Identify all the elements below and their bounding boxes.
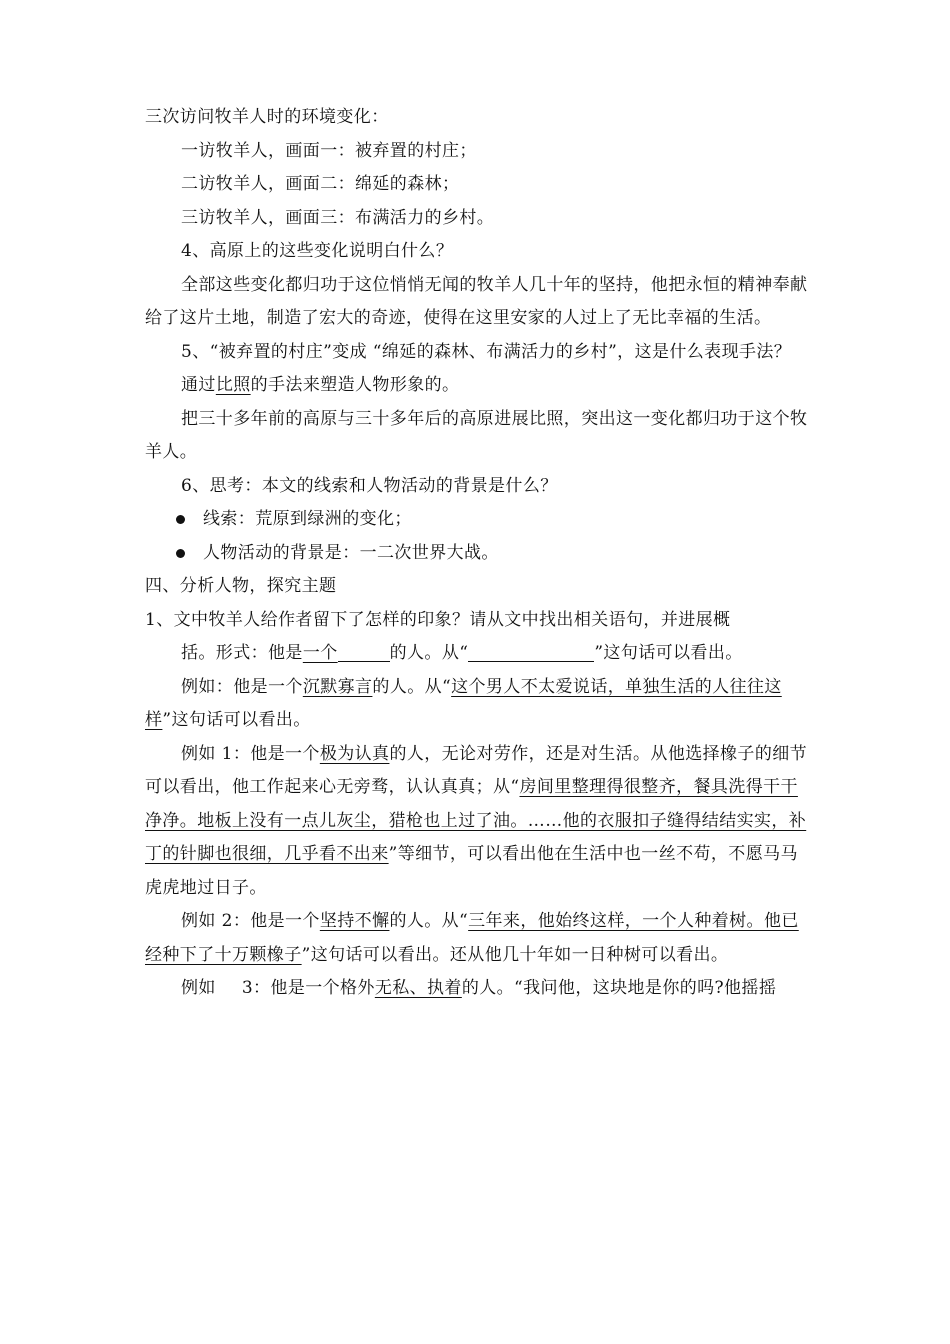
answer-5-explanation: 把三十多年前的高原与三十多年后的高原进展比照，突出这一变化都归功于这个牧羊人。 [145, 408, 808, 462]
bullet-dot-icon [176, 515, 185, 524]
template-quote-blank [468, 639, 594, 662]
quote-1: 房间里整理得很整齐，餐具洗得干干净净。地板上没有一点儿灰尘，猎枪也上过了油。……他的衣服扣子缝得结结实实，补丁的针脚也很细，几乎看不出来 [145, 777, 807, 864]
question-4: 4、高原上的这些变化说明白什么？ [181, 241, 454, 261]
example-0: 例如：他是一个沉默寡言的人。从“这个男人不太爱说话，单独生活的人往往这样”这句话可以看出。 [145, 676, 782, 730]
template-blank [338, 639, 390, 662]
bullet-dot-icon [176, 549, 185, 558]
visit-2: 二访牧羊人，画面二：绵延的森林； [181, 174, 460, 194]
quote-2: 三年来，他始终这样，一个人种着树。他已经种下了十万颗橡子 [145, 911, 799, 965]
quote-0: 这个男人不太爱说话，单独生活的人往往这样 [145, 676, 782, 730]
example-3: 例如 3：他是一个格外无私、执着的人。“我问他，这块地是你的吗?他摇摇 [181, 978, 777, 998]
trait-0: 沉默寡言 [302, 676, 373, 697]
answer-4: 全部这些变化都归功于这位悄悄无闻的牧羊人几十年的坚持，他把永恒的精神奉献给了这片土地，制造了宏大的奇迹，使得在这里安家的人过上了无比幸福的生活。 [145, 274, 808, 328]
template-filled-blank: 一个 [302, 643, 338, 663]
technique-term: 比照 [215, 375, 251, 395]
example-2: 例如 2：他是一个坚持不懈的人。从“三年来，他始终这样，一个人种着树。他已经种下了十万颗橡子”这句话可以看出。还从他几十年如一日种树可以看出。 [145, 911, 799, 965]
section-4-title: 四、分析人物，探究主题 [145, 576, 337, 596]
document-body [145, 101, 813, 1006]
environment-change-heading: 三次访问牧羊人时的环境变化： [145, 107, 389, 127]
bullet-background: 人物活动的背景是：一二次世界大战。 [145, 537, 813, 571]
section-4-question-1: 1、文中牧羊人给作者留下了怎样的印象？请从文中找出相关语句，并进展概 括。形式：他是一个 的人。从“ ”这句话可以看出。 [145, 609, 743, 663]
question-6: 6、思考：本文的线索和人物活动的背景是什么？ [181, 475, 558, 496]
visit-3: 三访牧羊人，画面三：布满活力的乡村。 [181, 207, 495, 228]
trait-1: 极为认真 [319, 743, 390, 764]
visit-1: 一访牧羊人，画面一：被弃置的村庄； [181, 140, 477, 161]
answer-5: 通过比照的手法来塑造人物形象的。 [181, 375, 460, 395]
bullet-clue: 线索：荒原到绿洲的变化； [145, 503, 813, 537]
trait-3: 无私、执着 [374, 978, 462, 998]
example-1: 例如 1：他是一个极为认真的人，无论对劳作，还是对生活。从他选择橡子的细节可以看出，他工作起来心无旁骛，认认真真；从“房间里整理得很整齐，餐具洗得干干净净。地板上没有一点儿灰尘，猎枪也上过了油。……他的衣服扣子缝得结结实实，补丁的针脚也很细，几乎看不出来”等细节，可以看出他在生活中也一丝不苟，不愿马马虎虎地过日子。 [145, 743, 808, 898]
question-5: 5、“被弃置的村庄”变成 “绵延的森林、布满活力的乡村”，这是什么表现手法？ [181, 341, 792, 362]
trait-2: 坚持不懈 [319, 911, 390, 931]
